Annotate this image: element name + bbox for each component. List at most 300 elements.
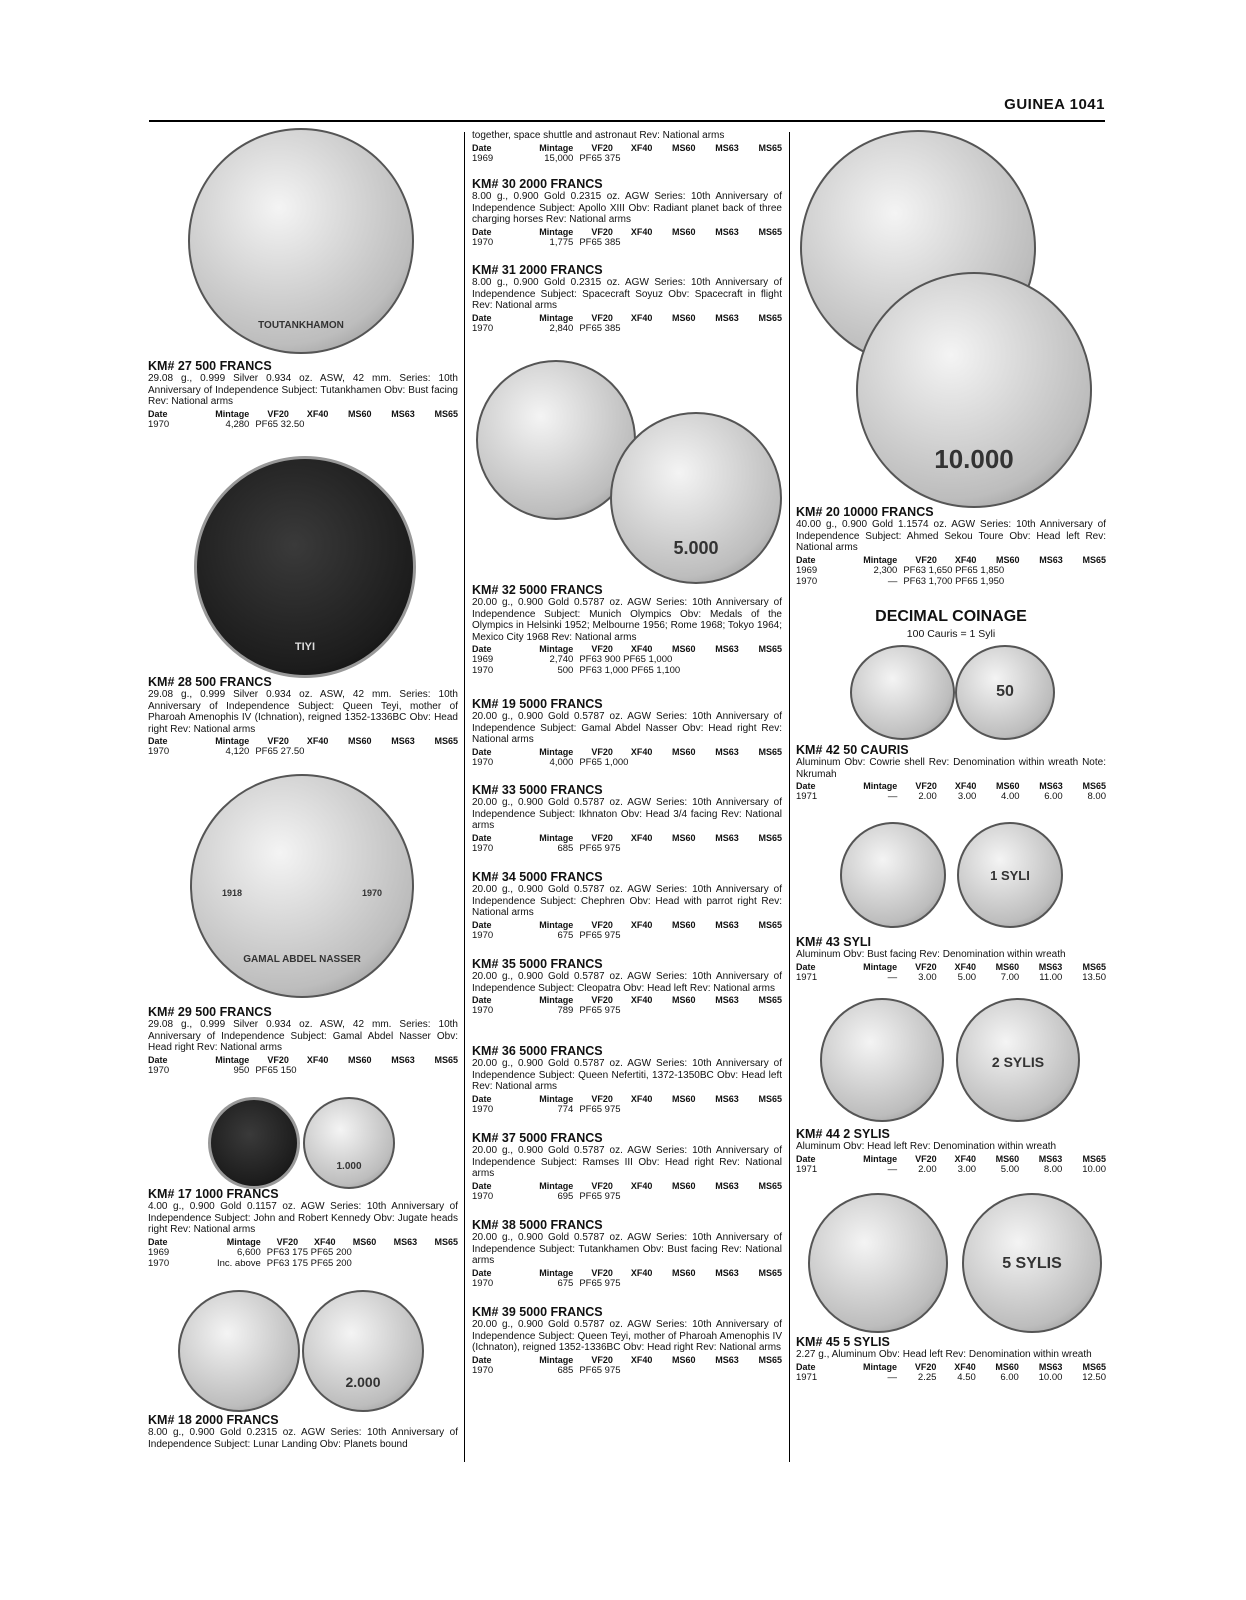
coin-image-km45-obverse xyxy=(808,1193,948,1333)
column-header: VF20 xyxy=(591,1093,613,1104)
column-header: Date xyxy=(472,312,492,323)
catalog-description: 20.00 g., 0.900 Gold 0.5787 oz. AGW Series: 10th Anniversary of Independence Subject: Ramses III Obv: Head right Rev: National arms xyxy=(472,1145,782,1179)
column-header: XF40 xyxy=(954,554,977,565)
column-header: MS63 xyxy=(393,1236,418,1247)
mintage-table xyxy=(472,143,782,164)
column-header: VF20 xyxy=(591,1354,613,1365)
column-header: MS60 xyxy=(672,919,696,930)
column-header: MS65 xyxy=(434,1236,458,1247)
value-cell: PF63 1,000 PF65 1,100 xyxy=(579,665,681,676)
table-row xyxy=(796,972,1106,983)
column-header: XF40 xyxy=(630,1180,653,1191)
column-header: VF20 xyxy=(915,554,937,565)
catalog-number: KM# 43 SYLI xyxy=(796,935,872,949)
value-cell: PF63 900 PF65 1,000 xyxy=(579,654,673,665)
column-header: Date xyxy=(148,1236,168,1247)
column-header: MS60 xyxy=(996,554,1020,565)
column-header: MS65 xyxy=(758,312,782,323)
column-header: Date xyxy=(472,644,492,654)
mintage-cell: 774 xyxy=(557,1103,574,1115)
mintage-cell: 4,120 xyxy=(225,746,250,757)
mintage-cell: 2,840 xyxy=(549,322,574,334)
mintage-table xyxy=(472,747,782,768)
column-header: MS65 xyxy=(1082,1153,1106,1164)
column-header: MS65 xyxy=(1082,1361,1106,1372)
table-row xyxy=(148,1065,458,1076)
column-header: Mintage xyxy=(215,736,250,746)
column-header: VF20 xyxy=(591,1180,613,1191)
column-header: XF40 xyxy=(630,644,653,654)
date-cell: 1969 xyxy=(472,654,494,665)
value-cell: PF65 975 xyxy=(579,1364,621,1376)
table-cell: 3.00 xyxy=(918,971,937,983)
entry-km27 xyxy=(148,360,458,433)
column-header: MS60 xyxy=(348,1054,372,1065)
table-cell: 4.50 xyxy=(957,1371,976,1383)
mintage-table xyxy=(796,555,1106,587)
column-header: VF20 xyxy=(591,746,613,757)
column-header: MS63 xyxy=(715,142,739,153)
column-header: Date xyxy=(472,226,492,237)
value-cell: PF63 175 PF65 200 xyxy=(266,1246,352,1258)
date-cell: 1970 xyxy=(472,1103,494,1115)
column-header: MS65 xyxy=(758,832,782,843)
table-cell: 10.00 xyxy=(1038,1371,1063,1383)
catalog-number: KM# 29 500 FRANCS xyxy=(148,1005,272,1019)
table-cell: 2.00 xyxy=(918,791,937,802)
column-header: MS63 xyxy=(715,644,739,654)
column-header: MS65 xyxy=(434,736,458,746)
date-cell: 1970 xyxy=(796,575,818,587)
mintage-cell: 685 xyxy=(557,842,574,854)
entry-km19 xyxy=(472,698,782,771)
table-row xyxy=(472,930,782,941)
column-header: XF40 xyxy=(630,832,653,843)
column-header: MS63 xyxy=(715,226,739,237)
value-cell: PF65 975 xyxy=(579,1103,621,1115)
table-cell: 10.00 xyxy=(1082,1163,1106,1175)
mintage-cell: 695 xyxy=(557,1190,574,1202)
entry-km18-continued xyxy=(472,130,782,167)
table-cell: 12.50 xyxy=(1082,1371,1106,1383)
coin-value: 50 xyxy=(996,683,1014,700)
mintage-table xyxy=(472,1094,782,1115)
mintage-cell: Inc. above xyxy=(216,1257,261,1269)
table-row xyxy=(148,419,458,430)
table-cell: 3.00 xyxy=(957,1163,977,1175)
column-header: XF40 xyxy=(630,1354,653,1365)
value-cell: PF65 1,000 xyxy=(579,756,629,768)
mintage-table xyxy=(148,1237,458,1269)
date-cell: 1970 xyxy=(472,1364,494,1376)
entry-km36 xyxy=(472,1045,782,1118)
mintage-cell: — xyxy=(887,575,898,587)
catalog-number: KM# 35 5000 FRANCS xyxy=(472,957,603,971)
value-cell: PF63 1,650 PF65 1,850 xyxy=(903,564,1005,576)
mintage-table xyxy=(148,1055,458,1076)
column-header: XF40 xyxy=(313,1236,336,1247)
mintage-cell: 675 xyxy=(557,929,574,941)
table-row xyxy=(472,153,782,164)
mintage-table xyxy=(796,1362,1106,1383)
mintage-table xyxy=(796,781,1106,802)
column-header: VF20 xyxy=(591,919,613,930)
catalog-description: 8.00 g., 0.900 Gold 0.2315 oz. AGW Series: 10th Anniversary of Independence Subject: Apollo XIII Obv: Radiant planet back of three charging horses Rev: National arms xyxy=(472,191,782,225)
date-cell: 1970 xyxy=(148,1257,170,1269)
column-header: VF20 xyxy=(591,1267,613,1278)
column-header: MS63 xyxy=(715,995,739,1005)
column-header: MS63 xyxy=(391,1054,415,1065)
column-header: Date xyxy=(796,961,816,972)
column-header: VF20 xyxy=(915,781,937,791)
column-header: Mintage xyxy=(539,644,574,654)
catalog-description: 20.00 g., 0.900 Gold 0.5787 oz. AGW Series: 10th Anniversary of Independence Subject: Tutankhamen Obv: Bust facing Rev: National arms xyxy=(472,1232,782,1266)
column-header: MS63 xyxy=(715,1267,739,1278)
entry-km37 xyxy=(472,1132,782,1205)
table-cell: 6.00 xyxy=(1044,791,1063,802)
column-header: Date xyxy=(148,1054,168,1065)
coin-image-km45-reverse xyxy=(962,1193,1102,1333)
column-header: MS65 xyxy=(1082,961,1106,972)
entry-km43 xyxy=(796,936,1106,986)
table-row xyxy=(472,1365,782,1376)
table-cell: 1971 xyxy=(796,1163,818,1175)
coin-legend: TIYI xyxy=(294,641,316,653)
catalog-description: 20.00 g., 0.900 Gold 0.5787 oz. AGW Series: 10th Anniversary of Independence Subject: Ikhnaton Obv: Head 3/4 facing Rev: National arms xyxy=(472,797,782,831)
coin-image-km18-reverse xyxy=(302,1290,424,1412)
date-cell: 1970 xyxy=(148,746,170,757)
column-header: Date xyxy=(472,1354,492,1365)
catalog-description: 20.00 g., 0.900 Gold 0.5787 oz. AGW Series: 10th Anniversary of Independence Subject: Queen Teyi, mother of Pharoah Amenophis IV (Ichnaton), reigned 1352-1336BC Obv: Head right Rev: National arms xyxy=(472,1319,782,1353)
entry-km35 xyxy=(472,958,782,1019)
value-cell: PF65 975 xyxy=(579,1190,621,1202)
table-cell: 5.00 xyxy=(1000,1163,1020,1175)
catalog-description: 29.08 g., 0.999 Silver 0.934 oz. ASW, 42 mm. Series: 10th Anniversary of Independence Subject: Tutankhamen Obv: Bust facing Rev: National arms xyxy=(148,373,458,407)
mintage-table xyxy=(472,995,782,1016)
column-header: VF20 xyxy=(591,832,613,843)
column-header: VF20 xyxy=(267,408,289,419)
column-header: Mintage xyxy=(863,1153,898,1164)
column-header: Mintage xyxy=(863,554,898,565)
column-header: MS63 xyxy=(1038,1361,1063,1372)
column-header: MS60 xyxy=(672,746,696,757)
mintage-cell: 2,300 xyxy=(873,564,898,576)
coin-year: 1970 xyxy=(361,888,382,898)
catalog-number: KM# 20 10000 FRANCS xyxy=(796,505,934,519)
mintage-table xyxy=(472,1181,782,1202)
column-header: MS65 xyxy=(758,746,782,757)
coin-value: 1 SYLI xyxy=(990,868,1030,883)
column-header: XF40 xyxy=(630,746,653,757)
mintage-table xyxy=(796,962,1106,983)
column-header: MS60 xyxy=(348,408,372,419)
value-cell: PF65 975 xyxy=(579,842,621,854)
column-header: MS60 xyxy=(348,736,372,746)
column-header: MS63 xyxy=(1039,781,1063,791)
table-row xyxy=(796,791,1106,802)
column-header: XF40 xyxy=(630,312,653,323)
column-header: Mintage xyxy=(539,919,574,930)
column-header: MS65 xyxy=(758,1354,782,1365)
mintage-table xyxy=(472,227,782,248)
column-header: VF20 xyxy=(267,736,289,746)
section-title: DECIMAL COINAGE xyxy=(875,608,1027,625)
table-cell: — xyxy=(887,1163,898,1175)
mintage-table xyxy=(472,313,782,334)
column-header: MS65 xyxy=(758,995,782,1005)
mintage-table xyxy=(472,1355,782,1376)
catalog-number: KM# 37 5000 FRANCS xyxy=(472,1131,603,1145)
mintage-table xyxy=(148,736,458,757)
date-cell: 1970 xyxy=(472,1277,494,1289)
mintage-cell: 15,000 xyxy=(544,152,574,164)
mintage-cell: 2,740 xyxy=(549,654,574,665)
entry-km34 xyxy=(472,871,782,944)
catalog-description: 20.00 g., 0.900 Gold 0.5787 oz. AGW Series: 10th Anniversary of Independence Subject: Munich Olympics Obv: Medals of the Olympics in Helsinki 1952; Melbourne 1956; Rome 1968; Tokyo 1964; Mexico City 1968 Rev: National arms xyxy=(472,597,782,643)
catalog-number: KM# 30 2000 FRANCS xyxy=(472,177,603,191)
coin-image-km44-reverse xyxy=(956,998,1080,1122)
column-header: Date xyxy=(472,1093,492,1104)
column-header: Mintage xyxy=(539,226,574,237)
column-header: MS63 xyxy=(715,746,739,757)
catalog-number: KM# 28 500 FRANCS xyxy=(148,675,272,689)
date-cell: 1970 xyxy=(472,756,494,768)
coin-value: 1.000 xyxy=(336,1161,362,1172)
column-header: MS63 xyxy=(715,832,739,843)
column-header: Date xyxy=(796,554,816,565)
table-row xyxy=(472,654,782,665)
table-row xyxy=(148,1247,458,1258)
value-cell: PF65 150 xyxy=(255,1064,297,1076)
page-header xyxy=(149,96,1105,122)
coin-value: 5 SYLIS xyxy=(1002,1255,1062,1272)
catalog-description: together, space shuttle and astronaut Rev: National arms xyxy=(472,130,725,141)
column-header: Mintage xyxy=(863,781,898,791)
catalog-number: KM# 33 5000 FRANCS xyxy=(472,783,603,797)
column-header: MS60 xyxy=(672,226,696,237)
table-row xyxy=(472,757,782,768)
column-header: XF40 xyxy=(630,226,653,237)
date-cell: 1970 xyxy=(472,929,494,941)
catalog-number: KM# 19 5000 FRANCS xyxy=(472,697,603,711)
column-header: MS60 xyxy=(672,1267,696,1278)
coin-image-km28 xyxy=(194,456,416,678)
mintage-table xyxy=(472,920,782,941)
column-header: Date xyxy=(148,736,168,746)
column-header: MS60 xyxy=(672,312,696,323)
table-cell: — xyxy=(887,1371,897,1383)
table-cell: 13.50 xyxy=(1082,971,1106,983)
column-header: MS65 xyxy=(758,1093,782,1104)
column-header: Date xyxy=(148,408,168,419)
entry-km42 xyxy=(796,744,1106,805)
column-header: MS63 xyxy=(715,1180,739,1191)
column-header: Mintage xyxy=(539,1354,574,1365)
page-title: GUINEA 1041 xyxy=(1004,96,1105,113)
table-cell: 11.00 xyxy=(1039,971,1063,983)
coin-image-km43-reverse xyxy=(957,822,1063,928)
value-cell: PF65 385 xyxy=(579,236,621,248)
value-cell: PF65 975 xyxy=(579,929,621,941)
entry-km18 xyxy=(148,1414,458,1450)
mintage-cell: 789 xyxy=(557,1005,574,1016)
column-header: MS60 xyxy=(672,995,696,1005)
column-header: MS65 xyxy=(758,226,782,237)
column-header: XF40 xyxy=(954,781,977,791)
catalog-number: KM# 17 1000 FRANCS xyxy=(148,1187,279,1201)
coin-image-km17-obverse xyxy=(208,1097,300,1189)
entry-km29 xyxy=(148,1006,458,1079)
catalog-description: 20.00 g., 0.900 Gold 0.5787 oz. AGW Series: 10th Anniversary of Independence Subject: Cleopatra Obv: Head left Rev: National arms xyxy=(472,971,782,994)
column-header: XF40 xyxy=(306,736,329,746)
column-header: MS60 xyxy=(995,1153,1020,1164)
column-header: MS65 xyxy=(434,408,458,419)
mintage-table xyxy=(472,644,782,676)
column-header: MS60 xyxy=(352,1236,377,1247)
coin-image-km43-obverse xyxy=(840,822,946,928)
table-cell: 7.00 xyxy=(1000,971,1020,983)
catalog-description: Aluminum Obv: Cowrie shell Rev: Denomination within wreath Note: Nkrumah xyxy=(796,757,1106,780)
table-row xyxy=(148,1258,458,1269)
catalog-description: Aluminum Obv: Head left Rev: Denomination within wreath xyxy=(796,1141,1057,1152)
entry-km17 xyxy=(148,1188,458,1272)
value-cell: PF65 385 xyxy=(579,322,621,334)
value-cell: PF63 175 PF65 200 xyxy=(266,1257,352,1269)
coin-image-km20-reverse xyxy=(856,272,1092,508)
mintage-table xyxy=(148,409,458,430)
column-header: MS63 xyxy=(1039,554,1063,565)
column-header: VF20 xyxy=(915,1153,937,1164)
column-header: MS63 xyxy=(391,736,415,746)
catalog-description: 20.00 g., 0.900 Gold 0.5787 oz. AGW Series: 10th Anniversary of Independence Subject: Gamal Abdel Nasser Obv: Head right Rev: National arms xyxy=(472,711,782,745)
date-cell: 1970 xyxy=(148,1064,170,1076)
mintage-cell: 500 xyxy=(557,665,574,676)
coin-image-km18-obverse xyxy=(178,1290,300,1412)
entry-km32 xyxy=(472,584,782,679)
date-cell: 1969 xyxy=(148,1246,170,1258)
table-row xyxy=(148,746,458,757)
table-row xyxy=(472,1278,782,1289)
mintage-table xyxy=(472,833,782,854)
section-subtitle: 100 Cauris = 1 Syli xyxy=(906,628,996,640)
column-divider xyxy=(789,132,790,1462)
column-header: XF40 xyxy=(630,1267,653,1278)
date-cell: 1969 xyxy=(472,152,494,164)
date-cell: 1970 xyxy=(472,1190,494,1202)
table-row xyxy=(472,323,782,334)
column-header: Mintage xyxy=(863,961,898,972)
coin-value: 5.000 xyxy=(673,538,719,558)
entry-km33 xyxy=(472,784,782,857)
column-header: MS60 xyxy=(995,1361,1019,1372)
catalog-description: Aluminum Obv: Bust facing Rev: Denomination within wreath xyxy=(796,949,1066,960)
table-cell: 2.25 xyxy=(917,1371,937,1383)
mintage-cell: 950 xyxy=(233,1064,250,1076)
coin-legend: TOUTANKHAMON xyxy=(258,320,344,331)
column-header: MS60 xyxy=(996,781,1020,791)
mintage-cell: 685 xyxy=(557,1364,574,1376)
column-header: MS63 xyxy=(715,919,739,930)
column-header: XF40 xyxy=(630,919,653,930)
column-header: Mintage xyxy=(539,746,574,757)
column-header: MS65 xyxy=(758,1267,782,1278)
coin-image-km29 xyxy=(190,774,414,998)
coin-legend: GAMAL ABDEL NASSER xyxy=(243,954,361,965)
catalog-number: KM# 18 2000 FRANCS xyxy=(148,1413,279,1427)
coin-value: 2 SYLIS xyxy=(991,1054,1045,1070)
value-cell: PF65 32.50 xyxy=(255,418,305,430)
mintage-cell: 1,775 xyxy=(549,236,574,248)
table-cell: 1971 xyxy=(796,971,818,983)
coin-image-km44-obverse xyxy=(820,998,944,1122)
table-cell: 1971 xyxy=(796,791,818,802)
column-header: MS60 xyxy=(672,1093,696,1104)
catalog-number: KM# 27 500 FRANCS xyxy=(148,359,272,373)
column-header: XF40 xyxy=(306,408,329,419)
catalog-description: 2.27 g., Aluminum Obv: Head left Rev: Denomination within wreath xyxy=(796,1349,1092,1360)
column-header: VF20 xyxy=(267,1054,289,1065)
column-header: Mintage xyxy=(215,1054,250,1065)
coin-image-km42-obverse xyxy=(850,645,955,740)
catalog-number: KM# 39 5000 FRANCS xyxy=(472,1305,603,1319)
coin-value: 10.000 xyxy=(934,444,1014,474)
mintage-table xyxy=(796,1154,1106,1175)
value-cell: PF63 1,700 PF65 1,950 xyxy=(903,575,1005,587)
coin-year: 1918 xyxy=(222,888,243,898)
value-cell: PF65 975 xyxy=(579,1277,621,1289)
column-header: MS63 xyxy=(1038,1153,1063,1164)
column-header: MS63 xyxy=(715,1354,739,1365)
date-cell: 1970 xyxy=(148,418,170,430)
mintage-cell: 4,280 xyxy=(225,418,250,430)
column-header: Date xyxy=(796,1153,816,1164)
column-header: MS60 xyxy=(672,1180,696,1191)
table-row xyxy=(472,237,782,248)
column-header: XF40 xyxy=(630,1093,653,1104)
column-header: VF20 xyxy=(591,226,613,237)
value-cell: PF65 375 xyxy=(579,152,621,164)
column-header: MS63 xyxy=(391,408,415,419)
catalog-description: 8.00 g., 0.900 Gold 0.2315 oz. AGW Series: 10th Anniversary of Independence Subject: Lunar Landing Obv: Planets bound xyxy=(148,1427,458,1450)
table-cell: 8.00 xyxy=(1087,791,1106,802)
catalog-description: 29.08 g., 0.999 Silver 0.934 oz. ASW, 42 mm. Series: 10th Anniversary of Independence Subject: Gamal Abdel Nasser Obv: Head right Rev: National arms xyxy=(148,1019,458,1053)
column-header: XF40 xyxy=(954,1153,977,1164)
mintage-cell: 6,600 xyxy=(237,1246,261,1258)
column-header: MS65 xyxy=(758,919,782,930)
mintage-cell: 4,000 xyxy=(549,756,574,768)
table-cell: 5.00 xyxy=(957,971,977,983)
column-header: MS65 xyxy=(1082,554,1106,565)
coin-image-km17-reverse xyxy=(303,1097,395,1189)
column-header: Date xyxy=(472,746,492,757)
catalog-description: 40.00 g., 0.900 Gold 1.1574 oz. AGW Series: 10th Anniversary of Independence Subject: Ahmed Sekou Toure Obv: Head left Rev: National arms xyxy=(796,519,1106,553)
catalog-number: KM# 42 50 CAURIS xyxy=(796,743,909,757)
column-header: VF20 xyxy=(276,1236,299,1247)
column-header: MS63 xyxy=(1038,961,1063,972)
date-cell: 1970 xyxy=(472,236,494,248)
table-cell: 4.00 xyxy=(1001,791,1020,802)
table-row xyxy=(472,843,782,854)
catalog-number: KM# 45 5 SYLIS xyxy=(796,1335,890,1349)
table-cell: — xyxy=(887,971,898,983)
column-header: MS65 xyxy=(434,1054,458,1065)
column-header: Mintage xyxy=(226,1236,261,1247)
table-row xyxy=(796,565,1106,576)
date-cell: 1970 xyxy=(472,322,494,334)
column-header: MS60 xyxy=(995,961,1020,972)
table-cell: — xyxy=(887,791,898,802)
catalog-number: KM# 34 5000 FRANCS xyxy=(472,870,603,884)
